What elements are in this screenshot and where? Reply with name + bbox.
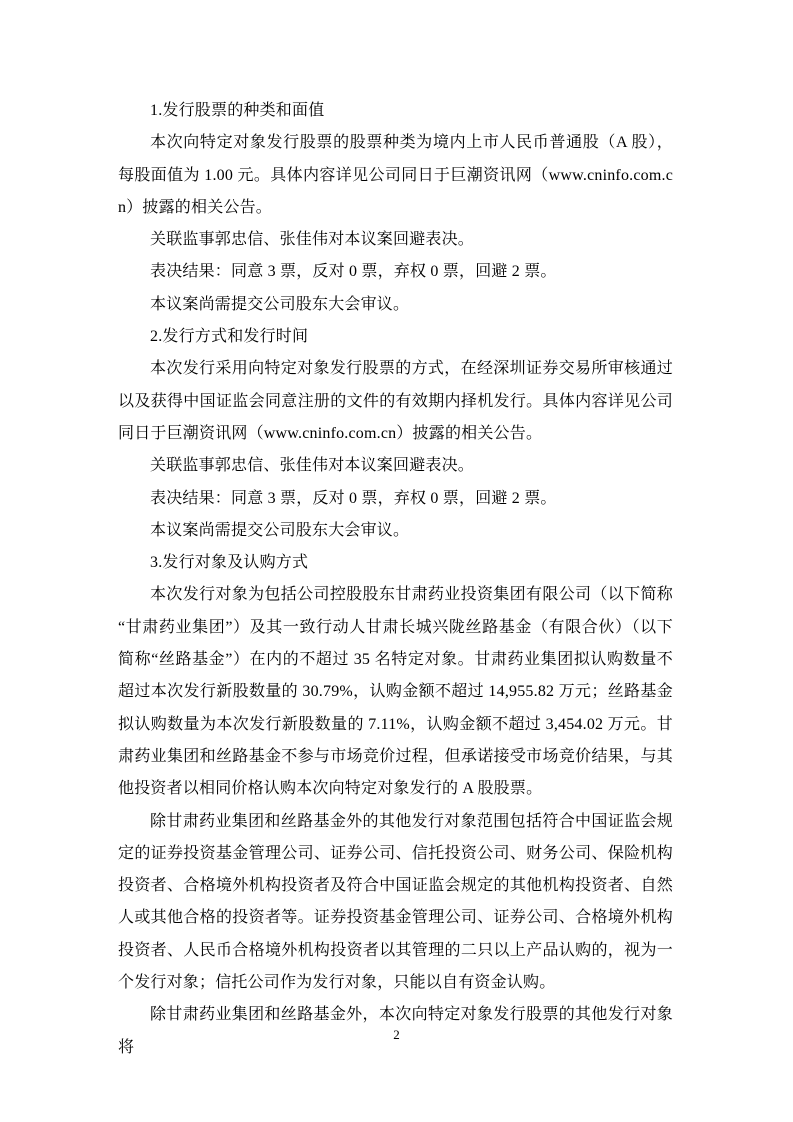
para-stock-type-par-value: 本次向特定对象发行股票的股票种类为境内上市人民币普通股（A 股），每股面值为 1.00 元。具体内容详见公司同日于巨潮资讯网（www.cninfo.com.cn）披露的相关公告。 — [118, 134, 673, 216]
para-other-targets-continued: 除甘肃药业集团和丝路基金外，本次向特定对象发行股票的其他发行对象将 — [118, 1006, 673, 1056]
para-other-target-scope: 除甘肃药业集团和丝路基金外的其他发行对象范围包括符合中国证监会规定的证券投资基金管理公司、证券公司、信托投资公司、财务公司、保险机构投资者、合格境外机构投资者及符合中国证监会规定的其他机构投资者、自然人或其他合格的投资者等。证券投资基金管理公司、证券公司、合格境外机构投资者、人民币合格境外机构投资者以其管理的二只以上产品认购的，视为一个发行对象；信托公司作为发行对象，只能以自有资金认购。 — [118, 812, 673, 992]
para-recusal-2: 关联监事郭忠信、张佳伟对本议案回避表决。 — [150, 457, 475, 475]
para-issue-method-time: 本次发行采用向特定对象发行股票的方式，在经深圳证券交易所审核通过以及获得中国证监会同意注册的文件的有效期内择机发行。具体内容详见公司同日于巨潮资讯网（www.cninfo.com.cn）披露的相关公告。 — [118, 360, 673, 442]
section-heading-1: 1.发行股票的种类和面值 — [150, 102, 325, 119]
para-submit-shareholders-1: 本议案尚需提交公司股东大会审议。 — [150, 295, 410, 313]
para-recusal-1: 关联监事郭忠信、张佳伟对本议案回避表决。 — [150, 231, 475, 249]
para-submit-shareholders-2: 本议案尚需提交公司股东大会审议。 — [150, 521, 410, 539]
para-vote-result-2: 表决结果：同意 3 票，反对 0 票，弃权 0 票，回避 2 票。 — [150, 489, 557, 507]
page-footer — [0, 1026, 793, 1044]
para-issue-targets-subscription: 本次发行对象为包括公司控股股东甘肃药业投资集团有限公司（以下简称“甘肃药业集团”）及其一致行动人甘肃长城兴陇丝路基金（有限合伙）（以下简称“丝路基金”）在内的不超过 35 名特定对象。甘肃药业集团拟认购数量不超过本次发行新股数量的 30.79%，认购金额不超过 14,955.82 万元；丝路基金拟认购数量为本次发行新股数量的 7.11%，认购金额不超过 3,454.02 万元。甘肃药业集团和丝路基金不参与市场竞价过程，但承诺接受市场竞价结果，与其他投资者以相同价格认购本次向特定对象发行的 A 股股票。 — [118, 586, 673, 798]
section-heading-3: 3.发行对象及认购方式 — [150, 554, 309, 572]
para-vote-result-1: 表决结果：同意 3 票，反对 0 票，弃权 0 票，回避 2 票。 — [150, 263, 557, 281]
page-number: 2 — [393, 1027, 400, 1042]
page-text-block — [118, 95, 673, 1064]
section-heading-2: 2.发行方式和发行时间 — [150, 328, 309, 346]
